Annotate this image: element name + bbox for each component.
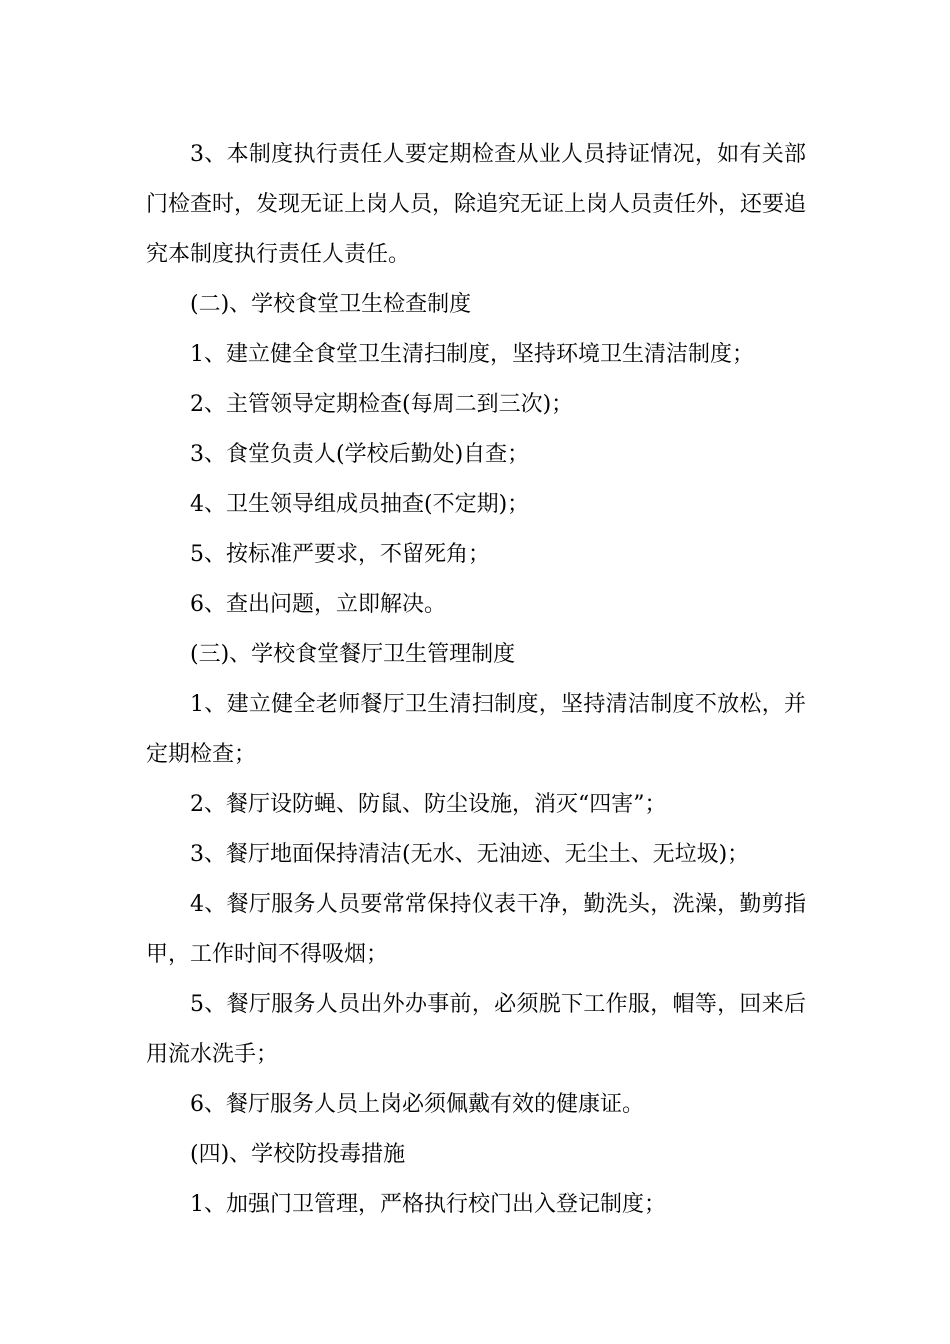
section-heading-canteen-hygiene-inspection: (二)、学校食堂卫生检查制度 bbox=[190, 292, 472, 317]
document-body bbox=[146, 130, 806, 1230]
section-heading-dining-hall-management: (三)、学校食堂餐厅卫生管理制度 bbox=[190, 642, 516, 667]
list-item: 6、查出问题，立即解决。 bbox=[190, 592, 446, 617]
paragraph-responsibility-check: 3、本制度执行责任人要定期检查从业人员持证情况，如有关部门检查时，发现无证上岗人员，除追究无证上岗人员责任外，还要追究本制度执行责任人责任。 bbox=[146, 142, 807, 267]
section-heading-anti-poisoning-measures: (四)、学校防投毒措施 bbox=[190, 1142, 406, 1167]
list-item: 6、餐厅服务人员上岗必须佩戴有效的健康证。 bbox=[190, 1092, 644, 1117]
list-item: 3、餐厅地面保持清洁(无水、无油迹、无尘土、无垃圾)； bbox=[190, 842, 750, 867]
list-item: 1、建立健全老师餐厅卫生清扫制度，坚持清洁制度不放松，并定期检查； bbox=[146, 692, 806, 767]
list-item: 4、餐厅服务人员要常常保持仪表干净，勤洗头，洗澡，勤剪指甲，工作时间不得吸烟； bbox=[146, 892, 806, 967]
list-item: 4、卫生领导组成员抽查(不定期)； bbox=[190, 492, 530, 517]
list-item: 3、食堂负责人(学校后勤处)自查； bbox=[190, 442, 530, 467]
list-item: 5、按标准严要求，不留死角； bbox=[190, 542, 490, 567]
list-item: 1、加强门卫管理，严格执行校门出入登记制度； bbox=[190, 1192, 666, 1217]
list-item: 2、主管领导定期检查(每周二到三次)； bbox=[190, 392, 574, 417]
list-item: 1、建立健全食堂卫生清扫制度，坚持环境卫生清洁制度； bbox=[190, 342, 754, 367]
list-item: 5、餐厅服务人员出外办事前，必须脱下工作服，帽等，回来后用流水洗手； bbox=[146, 992, 806, 1067]
list-item: 2、餐厅设防蝇、防鼠、防尘设施，消灭“四害”； bbox=[190, 792, 667, 817]
